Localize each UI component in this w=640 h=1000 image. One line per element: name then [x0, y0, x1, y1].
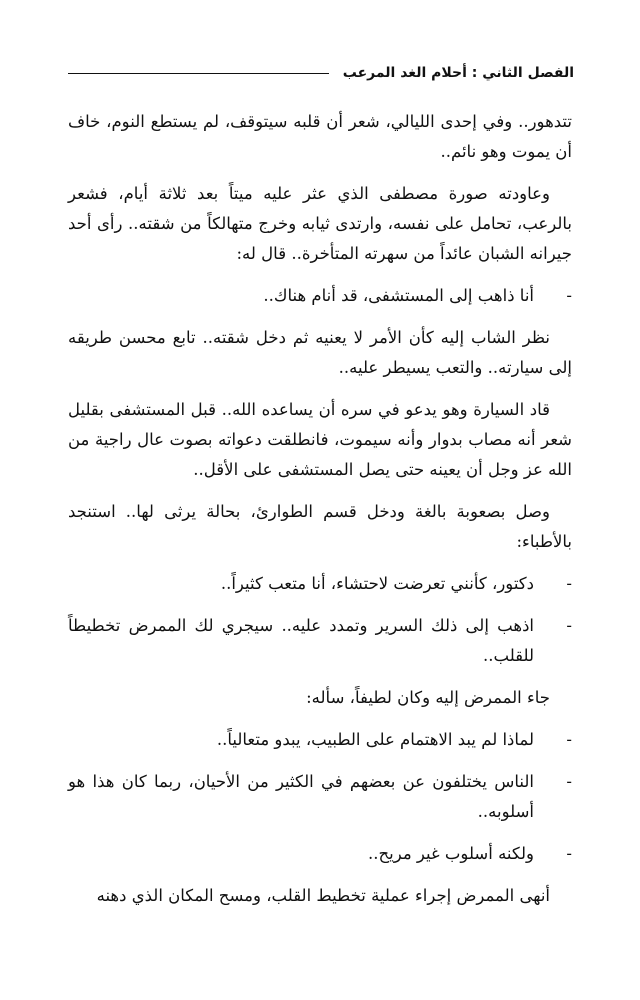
paragraph: جاء الممرض إليه وكان لطيفاً، سأله:	[306, 688, 550, 707]
dialogue-line	[68, 725, 572, 755]
paragraph: وصل بصعوبة بالغة ودخل قسم الطوارئ، بحالة يرثى لها.. استنجد بالأطباء:	[68, 502, 572, 551]
dialogue-text: ولكنه أسلوب غير مريح..	[368, 844, 534, 863]
dialogue-dash: -	[566, 616, 572, 635]
paragraph: نظر الشاب إليه كأن الأمر لا يعنيه ثم دخل شقته.. تابع محسن طريقه إلى سيارته.. والتعب يسيطر عليه..	[68, 328, 572, 377]
dialogue-text: دكتور، كأنني تعرضت لاحتشاء، أنا متعب كثيراً..	[220, 574, 534, 593]
running-header	[68, 60, 574, 86]
dialogue-dash: -	[566, 286, 572, 305]
dialogue-text: الناس يختلفون عن بعضهم في الكثير من الأحيان، ربما كان هذا هو أسلوبه..	[68, 772, 534, 821]
dialogue-line	[68, 611, 572, 671]
dialogue-line	[68, 767, 572, 827]
paragraph: تتدهور.. وفي إحدى الليالي، شعر أن قلبه سيتوقف، لم يستطع النوم، خاف أن يموت وهو نائم..	[68, 112, 572, 161]
paragraph: أنهى الممرض إجراء عملية تخطيط القلب، ومسح المكان الذي دهنه	[96, 886, 550, 905]
dialogue-text: لماذا لم يبد الاهتمام على الطبيب، يبدو متعالياً..	[216, 730, 534, 749]
paragraph: وعاودته صورة مصطفى الذي عثر عليه ميتاً بعد ثلاثة أيام، فشعر بالرعب، تحامل على نفسه، وارتدى ثيابه وخرج متهالكاً من شقته.. رأى أحد جيرانه الشبان عائداً من سهرته المتأخرة.. قال له:	[68, 184, 572, 263]
body-text	[68, 107, 572, 923]
dialogue-dash: -	[566, 844, 572, 863]
dialogue-text: اذهب إلى ذلك السرير وتمدد عليه.. سيجري لك الممرض تخطيطاً للقلب..	[68, 616, 534, 665]
dialogue-line	[68, 839, 572, 869]
dialogue-dash: -	[566, 574, 572, 593]
header-rule	[68, 73, 329, 74]
dialogue-line	[68, 281, 572, 311]
paragraph: قاد السيارة وهو يدعو في سره أن يساعده الله.. قبل المستشفى بقليل شعر أنه مصاب بدوار وأنه سيموت، فانطلقت دعواته بصوت عال راجية من الله عز وجل أن يعينه حتى يصل المستشفى على الأقل..	[68, 400, 572, 479]
chapter-title: الفصل الثاني : أحلام الغد المرعب	[342, 65, 574, 81]
dialogue-dash: -	[566, 730, 572, 749]
dialogue-text: أنا ذاهب إلى المستشفى، قد أنام هناك..	[263, 286, 534, 305]
dialogue-line	[68, 569, 572, 599]
dialogue-dash: -	[566, 772, 572, 791]
